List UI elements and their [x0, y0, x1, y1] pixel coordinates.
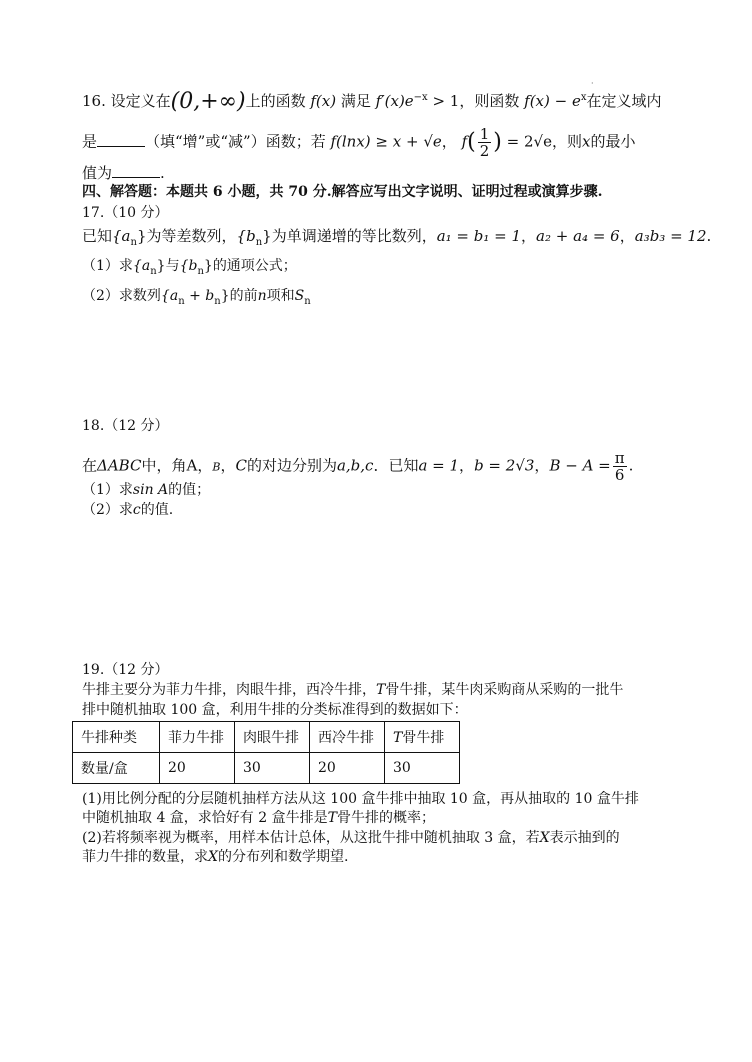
table-header-row — [73, 722, 460, 753]
table-cell: 20 — [160, 753, 235, 784]
q19-part1-line2: 中随机抽取 4 盒，求恰好有 2 盒牛排是T骨牛排的概率； — [82, 810, 435, 826]
q16-line3: 值为 . — [82, 164, 165, 182]
q16-line1: 16. 设定义在(0,+∞)上的函数 f(x) 满足 $f'(x)e^{-x} > 1$，则函数 $f(x) - e^x$在定义域内 — [82, 89, 662, 114]
table-header-cell: 西冷牛排 — [310, 722, 385, 753]
q18-title: 18.（12 分） — [82, 418, 169, 434]
q17-part1: （1）求$\{a_n\}$与$\{b_n\}$的通项公式； — [82, 258, 297, 277]
answer-blank-2[interactable] — [112, 163, 160, 178]
q18-part1: （1）求sin A的值； — [82, 482, 211, 498]
q19-line2: 排中随机抽取 100 盒，利用牛排的分类标准得到的数据如下： — [82, 702, 468, 718]
q16-interval: (0,+∞) — [170, 89, 246, 114]
q16-half-fraction: $\frac{1}{2}$ — [479, 125, 490, 160]
steak-data-table — [72, 721, 460, 784]
q19-part1-line1: (1)用比例分配的分层随机抽样方法从这 100 盒牛排中抽取 10 盒，再从抽取的 10 盒牛排 — [82, 791, 639, 807]
table-row-label: 数量/盒 — [73, 753, 160, 784]
q18-stem: 在ΔABC中，角A，B，C的对边分别为a,b,c．已知a = 1，b = 2√3，B − A = $\frac{\pi}{6}$ . — [82, 449, 634, 484]
q17-title: 17.（10 分） — [82, 205, 169, 221]
q16-number: 16. — [82, 92, 106, 110]
section-heading: 四、解答题：本题共 6 小题，共 70 分.解答应写出文字说明、证明过程或演算步骤. — [82, 184, 603, 200]
q19-part2-line2: 菲力牛排的数量，求X的分布列和数学期望. — [82, 849, 349, 865]
table-cell: 20 — [310, 753, 385, 784]
q19-title: 19.（12 分） — [82, 662, 169, 678]
q18-part2: （2）求c的值. — [82, 502, 174, 518]
stray-dot: · — [591, 79, 594, 88]
q19-line1: 牛排主要分为菲力牛排，肉眼牛排，西冷牛排，T骨牛排，某牛肉采购商从采购的一批牛 — [82, 682, 624, 698]
table-header-cell: T骨牛排 — [385, 722, 460, 753]
q19-part2-line1: (2)若将频率视为概率，用样本估计总体，从这批牛排中随机抽取 3 盒，若X表示抽到的 — [82, 830, 620, 846]
table-header-cell: 菲力牛排 — [160, 722, 235, 753]
table-header-cell: 牛排种类 — [73, 722, 160, 753]
answer-blank-1[interactable] — [97, 132, 145, 147]
q18-pi-over-six: $\frac{\pi}{6}$ — [614, 449, 625, 484]
table-cell: 30 — [235, 753, 310, 784]
q16-inequality: f(lnx) ≥ x + √e — [330, 132, 442, 151]
q17-part2: （2）求数列$\{a_n + b_n\}$的前n项和$S_n$ — [82, 288, 311, 307]
q16-condition: f′(x)e — [375, 92, 414, 110]
table-cell: 30 — [385, 753, 460, 784]
q17-stem: 已知$\{a_n\}$为等差数列，$\{b_n\}$为单调递增的等比数列，a₁ = b₁ = 1，a₂ + a₄ = 6，a₃b₃ = 12. — [82, 227, 712, 248]
q16-function-g: f(x) − e — [524, 92, 581, 110]
table-row — [73, 753, 460, 784]
table-header-cell: 肉眼牛排 — [235, 722, 310, 753]
q16-line2: 是 （填“增”或“减”）函数；若 f(lnx) ≥ x + √e， f( $\frac{1}{2}$ ) = 2√e，则x的最小 — [82, 125, 636, 160]
